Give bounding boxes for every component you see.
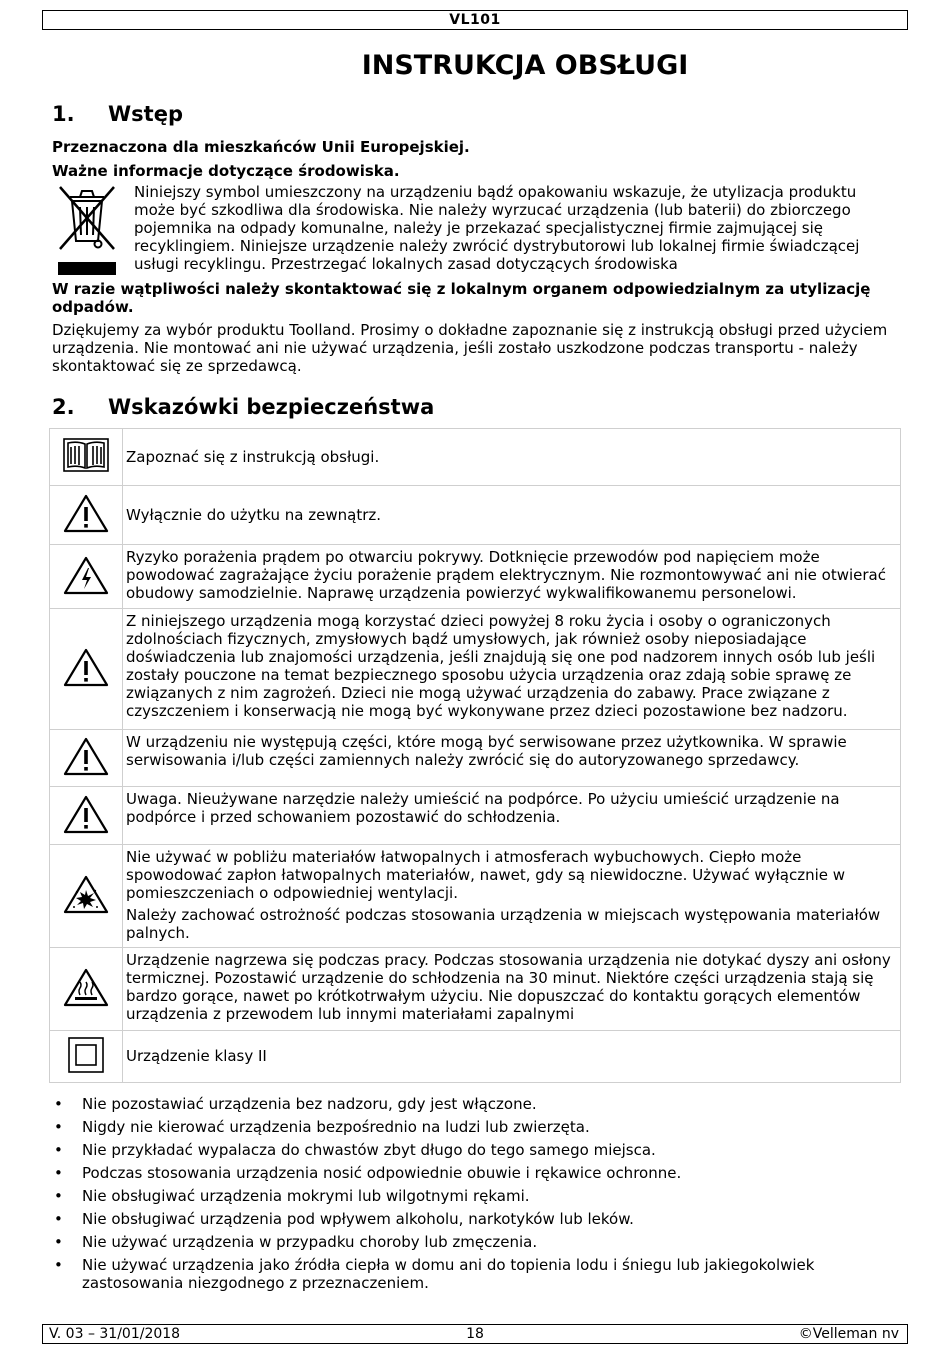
copyright: ©Velleman nv (798, 1326, 899, 1342)
safety-text-cell (123, 486, 901, 545)
version-date: V. 03 – 31/01/2018 (49, 1326, 181, 1342)
hot-surface-icon (63, 993, 109, 1011)
icon-cell (50, 845, 123, 948)
warning-triangle-icon (63, 762, 109, 780)
icon-cell (50, 730, 123, 787)
safety-row (50, 486, 901, 545)
env-heading: Ważne informacje dotyczące środowiska. (52, 162, 400, 180)
thanks-paragraph: Dziękujemy za wybór produktu Toolland. Prosimy o dokładne zapoznanie się z instrukcją obsługi przed użyciem urządzenia. Nie montować ani nie używać urządzenia, jeśli zostało uszkodzone podczas transportu - należy skontaktować się ze sprzedawcą. (52, 321, 888, 375)
warning-triangle-icon (63, 673, 109, 691)
list-item: • Nie przykładać wypalacza do chwastów zbyt długo do tego samego miejsca. (52, 1141, 902, 1159)
safety-row (50, 1031, 901, 1083)
class-ii-icon (66, 1061, 106, 1079)
list-item: • Nie pozostawiać urządzenia bez nadzoru, gdy jest włączone. (52, 1095, 902, 1113)
page-title: INSTRUKCJA OBSŁUGI (361, 50, 689, 81)
icon-cell (50, 486, 123, 545)
weee-line: recyklingiem. Niniejsze urządzenie należy zwrócić dystrybutorowi lub lokalnej firmie świadczącej (134, 237, 860, 255)
section-number: 2. (52, 395, 75, 419)
safety-text: Urządzenie nagrzewa się podczas pracy. Podczas stosowania urządzenia nie dotykać dyszy ani osłony termicznej. Pozostawić urządzenie do schłodzenia na 30 minut. Niektóre części urządzenia stają się bardzo gorące, nawet po krótkotrwałym użyciu. Nie dopuszczać do kontaktu gorących elementów urządzenia z przewodem lub innymi materiałami zapalnymi (126, 951, 891, 1023)
weee-line: Niniejszy symbol umieszczony na urządzeniu bądź opakowaniu wskazuje, że utylizacja produktu (134, 183, 857, 201)
safety-text-cell (123, 730, 901, 787)
disposal-doubt-notice: W razie wątpliwości należy skontaktować się z lokalnym organem odpowiedzialnym za utylizację odpadów. (52, 280, 871, 316)
safety-text: Z niniejszego urządzenia mogą korzystać dzieci powyżej 8 roku życia i osoby o ograniczonych zdolnościach fizycznych, zmysłowych bądź umysłowych, jak również osoby nieposiadające doświadczenia lub znajomości urządzenia, jeśli znajdują się one pod nadzorem innych osób lub jeśli zostały pouczone na temat bezpiecznego sposobu użycia urządzenia oraz zdają sobie sprawę ze związanych z nim zagrożeń. Dzieci nie mogą używać urządzenia do zabawy. Prace związane z czyszczeniem i konserwacją nie mogą być wykonywane przez dzieci pozostawione bez nadzoru. (126, 612, 876, 720)
section-2-heading (52, 395, 434, 419)
weee-line: pojemnika na odpady komunalne, należy je przekazać specjalistycznej firmie zajmującej się (134, 219, 823, 237)
eu-notice: Przeznaczona dla mieszkańców Unii Europejskiej. (52, 138, 470, 156)
explosive-hazard-icon (63, 900, 109, 918)
section-number: 1. (52, 102, 75, 126)
safety-row (50, 787, 901, 845)
icon-cell (50, 545, 123, 609)
list-item: • Nigdy nie kierować urządzenia bezpośrednio na ludzi lub zwierzęta. (52, 1118, 902, 1136)
icon-cell (50, 609, 123, 730)
icon-cell (50, 1031, 123, 1083)
safety-table (49, 428, 901, 1083)
weee-line: usługi recyklingu. Przestrzegać lokalnych zasad dotyczących środowiska (134, 255, 678, 273)
model-code: VL101 (449, 12, 501, 28)
safety-text-cell (123, 609, 901, 730)
safety-text-cell (123, 787, 901, 845)
page-header (42, 10, 908, 30)
icon-cell (50, 429, 123, 486)
safety-text: Nie używać w pobliżu materiałów łatwopalnych i atmosferach wybuchowych. Ciepło może spowodować zapłon łatwopalnych materiałów, nawet, gdy są niewidoczne. Używać wyłącznie w pomieszczeniach o odpowiedniej wentylacji. (126, 848, 846, 902)
electric-shock-icon (63, 581, 109, 599)
section-1-heading (52, 102, 183, 126)
safety-text: Wyłącznie do użytku na zewnątrz. (126, 505, 382, 524)
safety-text: Urządzenie klasy II (126, 1047, 267, 1065)
weee-bin-icon (56, 183, 118, 277)
list-item: • Nie używać urządzenia w przypadku choroby lub zmęczenia. (52, 1233, 902, 1251)
page-number: 18 (466, 1326, 484, 1342)
weee-text (134, 183, 904, 273)
safety-text: Zapoznać się z instrukcją obsługi. (126, 447, 380, 466)
section-title: Wstęp (108, 102, 183, 126)
safety-text: W urządzeniu nie występują części, które mogą być serwisowane przez użytkownika. W sprawie serwisowania i/lub części zamiennych należy zwrócić się do autoryzowanego sprzedawcy. (126, 733, 847, 769)
safety-row (50, 545, 901, 609)
safety-text-cell (123, 1031, 901, 1083)
safety-row (50, 845, 901, 948)
warning-triangle-icon (63, 820, 109, 838)
safety-text-cell (123, 845, 901, 948)
safety-bullet-list (52, 1095, 902, 1297)
safety-row (50, 948, 901, 1031)
safety-text-cell (123, 429, 901, 486)
safety-text-cell (123, 948, 901, 1031)
safety-text: Należy zachować ostrożność podczas stosowania urządzenia w miejscach występowania materiałów palnych. (126, 906, 881, 942)
list-item: • Nie używać urządzenia jako źródła ciepła w domu ani do topienia lodu i śniegu lub jakiegokolwiek zastosowania niezgodnego z przeznaczeniem. (52, 1256, 902, 1292)
icon-cell (50, 948, 123, 1031)
icon-cell (50, 787, 123, 845)
section-title: Wskazówki bezpieczeństwa (108, 395, 435, 419)
list-item: • Podczas stosowania urządzenia nosić odpowiednie obuwie i rękawice ochronne. (52, 1164, 902, 1182)
safety-text: Ryzyko porażenia prądem po otwarciu pokrywy. Dotknięcie przewodów pod napięciem może powodować zagrażające życiu porażenie prądem elektrycznym. Nie rozmontowywać ani nie otwierać obudowy samodzielnie. Naprawę urządzenia powierzyć wykwalifikowanemu personelowi. (126, 548, 886, 602)
safety-row (50, 429, 901, 486)
safety-row (50, 730, 901, 787)
warning-triangle-icon (63, 519, 109, 537)
manual-book-icon (62, 461, 110, 479)
weee-line: może być szkodliwa dla środowiska. Nie należy wyrzucać urządzenia (lub baterii) do zbiorczego (134, 201, 851, 219)
safety-text: Uwaga. Nieużywane narzędzie należy umieścić na podpórce. Po użyciu umieścić urządzenie na podpórce i przed schowaniem pozostawić do schłodzenia. (126, 790, 840, 826)
safety-row (50, 609, 901, 730)
list-item: • Nie obsługiwać urządzenia mokrymi lub wilgotnymi rękami. (52, 1187, 902, 1205)
safety-text-cell (123, 545, 901, 609)
page-footer (42, 1324, 908, 1344)
list-item: • Nie obsługiwać urządzenia pod wpływem alkoholu, narkotyków lub leków. (52, 1210, 902, 1228)
